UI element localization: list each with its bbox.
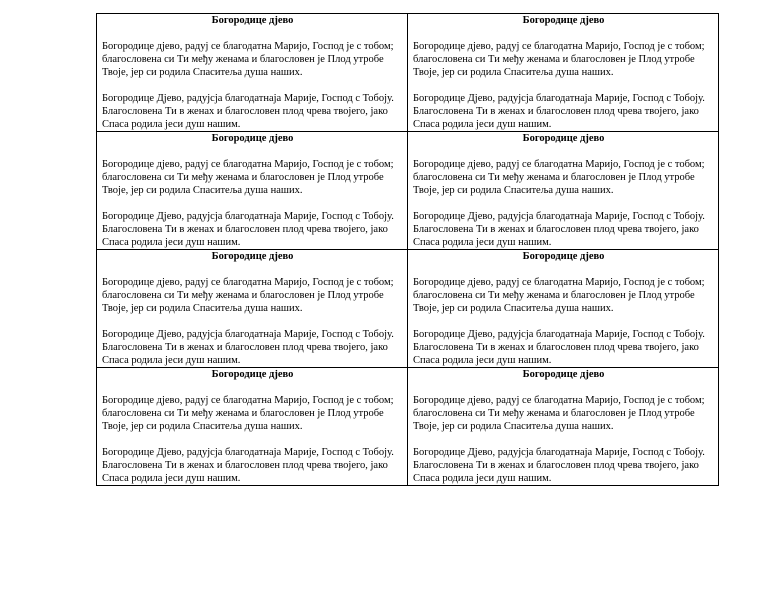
grid-row (97, 368, 719, 486)
card-title: Богородице дјево (211, 369, 294, 380)
prayer-card (408, 368, 719, 486)
grid-row (97, 14, 719, 132)
prayer-text-modern: Богородице дјево, радуј се благодатна Маријо, Господ је с тобом; благословена си Ти међу женама и благословен је Плод утробе Твоје, јер си родила Спаситеља душа наших. (413, 277, 705, 314)
prayer-card (408, 14, 719, 132)
prayer-card (97, 132, 408, 250)
prayer-text-modern: Богородице дјево, радуј се благодатна Маријо, Господ је с тобом; благословена си Ти међу женама и благословен је Плод утробе Твоје, јер си родила Спаситеља душа наших. (102, 41, 394, 78)
card-title: Богородице дјево (211, 15, 294, 26)
prayer-text-church-slavonic: Богородице Дјево, радујсја благодатнаја Марије, Господ с Тобоју. Благословена Ти в женах и благословен плод чрева твојего, јако Спаса родила јеси душ нашим. (102, 93, 394, 130)
prayer-card (408, 250, 719, 368)
card-title: Богородице дјево (522, 133, 605, 144)
card-title: Богородице дјево (211, 133, 294, 144)
card-title: Богородице дјево (522, 15, 605, 26)
prayer-text-church-slavonic: Богородице Дјево, радујсја благодатнаја Марије, Господ с Тобоју. Благословена Ти в женах и благословен плод чрева твојего, јако Спаса родила јеси душ нашим. (102, 447, 394, 484)
prayer-text-church-slavonic: Богородице Дјево, радујсја благодатнаја Марије, Господ с Тобоју. Благословена Ти в женах и благословен плод чрева твојего, јако Спаса родила јеси душ нашим. (413, 447, 705, 484)
grid-row (97, 132, 719, 250)
prayer-card (408, 132, 719, 250)
prayer-text-modern: Богородице дјево, радуј се благодатна Маријо, Господ је с тобом; благословена си Ти међу женама и благословен је Плод утробе Твоје, јер си родила Спаситеља душа наших. (413, 41, 705, 78)
prayer-text-modern: Богородице дјево, радуј се благодатна Маријо, Господ је с тобом; благословена си Ти међу женама и благословен је Плод утробе Твоје, јер си родила Спаситеља душа наших. (413, 159, 705, 196)
card-title: Богородице дјево (522, 251, 605, 262)
prayer-text-modern: Богородице дјево, радуј се благодатна Маријо, Господ је с тобом; благословена си Ти међу женама и благословен је Плод утробе Твоје, јер си родила Спаситеља душа наших. (413, 395, 705, 432)
prayer-text-church-slavonic: Богородице Дјево, радујсја благодатнаја Марије, Господ с Тобоју. Благословена Ти в женах и благословен плод чрева твојего, јако Спаса родила јеси душ нашим. (102, 329, 394, 366)
prayer-text-church-slavonic: Богородице Дјево, радујсја благодатнаја Марије, Господ с Тобоју. Благословена Ти в женах и благословен плод чрева твојего, јако Спаса родила јеси душ нашим. (413, 211, 705, 248)
prayer-text-modern: Богородице дјево, радуј се благодатна Маријо, Господ је с тобом; благословена си Ти међу женама и благословен је Плод утробе Твоје, јер си родила Спаситеља душа наших. (102, 159, 394, 196)
prayer-card (97, 368, 408, 486)
prayer-card (97, 250, 408, 368)
prayer-text-church-slavonic: Богородице Дјево, радујсја благодатнаја Марије, Господ с Тобоју. Благословена Ти в женах и благословен плод чрева твојего, јако Спаса родила јеси душ нашим. (102, 211, 394, 248)
card-title: Богородице дјево (211, 251, 294, 262)
prayer-card (97, 14, 408, 132)
prayer-text-church-slavonic: Богородице Дјево, радујсја благодатнаја Марије, Господ с Тобоју. Благословена Ти в женах и благословен плод чрева твојего, јако Спаса родила јеси душ нашим. (413, 329, 705, 366)
prayer-card-grid (96, 13, 719, 486)
card-title: Богородице дјево (522, 369, 605, 380)
prayer-text-modern: Богородице дјево, радуј се благодатна Маријо, Господ је с тобом; благословена си Ти међу женама и благословен је Плод утробе Твоје, јер си родила Спаситеља душа наших. (102, 395, 394, 432)
grid-row (97, 250, 719, 368)
prayer-text-modern: Богородице дјево, радуј се благодатна Маријо, Господ је с тобом; благословена си Ти међу женама и благословен је Плод утробе Твоје, јер си родила Спаситеља душа наших. (102, 277, 394, 314)
prayer-text-church-slavonic: Богородице Дјево, радујсја благодатнаја Марије, Господ с Тобоју. Благословена Ти в женах и благословен плод чрева твојего, јако Спаса родила јеси душ нашим. (413, 93, 705, 130)
